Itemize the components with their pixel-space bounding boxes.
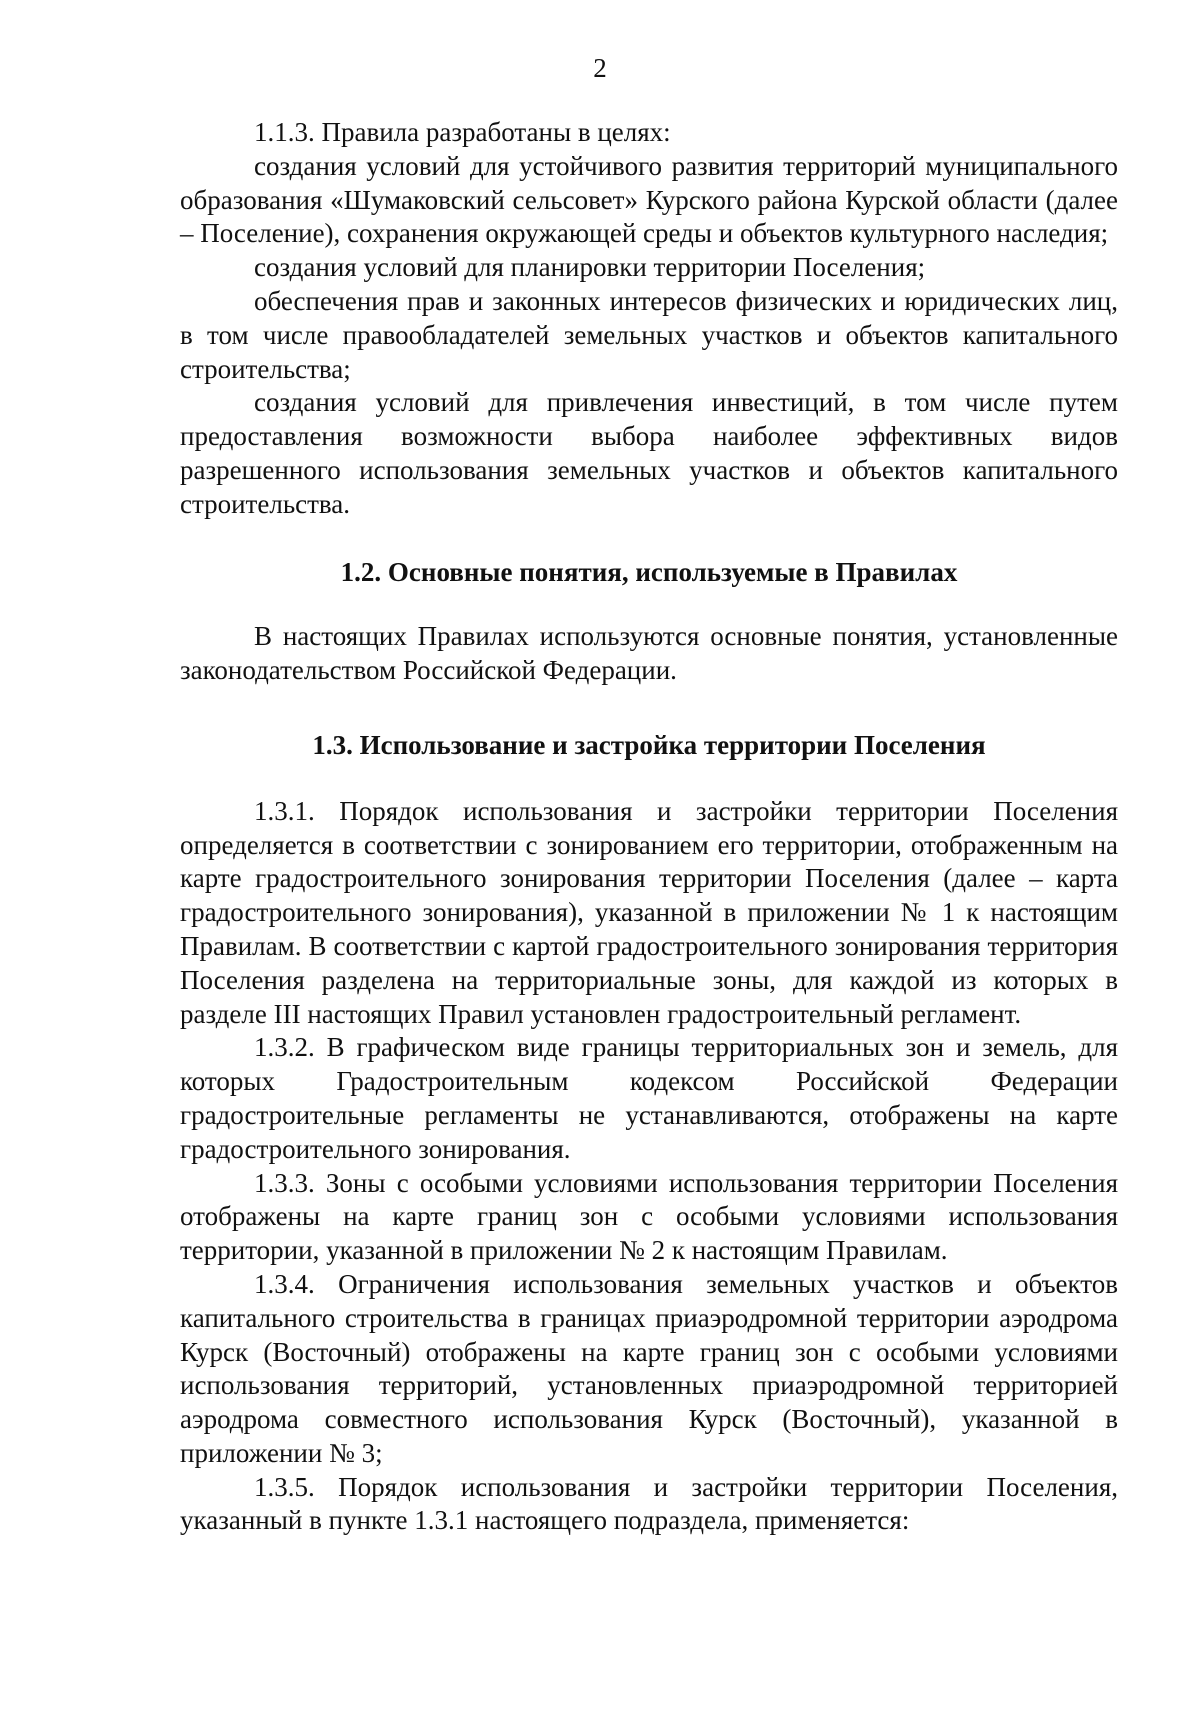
paragraph-1-3-5: 1.3.5. Порядок использования и застройки территории Поселения, указанный в пункте 1.3.1 настоящего подраздела, применяется: [180,1471,1118,1536]
section-1-2-text: В настоящих Правилах используются основные понятия, установленные законодательством Российской Федерации. [180,621,1118,686]
paragraph-1-3-4: 1.3.4. Ограничения использования земельных участков и объектов капитального строительства в границах приаэродромной территории аэродрома Курск (Восточный) отображены на карте границ зон с особыми условиями использования территорий, установленных приаэродромной территорией аэродрома совместного использования Курск (Восточный), указанной в приложении № 3; [180,1268,1118,1468]
paragraph-1-3-3: 1.3.3. Зоны с особыми условиями использования территории Поселения отображены на карте границ зон с особыми условиями использования территории, указанной в приложении № 2 к настоящим Правилам. [180,1167,1118,1266]
goal-sustainable-development: создания условий для устойчивого развития территорий муниципального образования «Шумаковский сельсовет» Курского района Курской области (далее – Поселение), сохранения окружающей среды и объектов культурного наследия; [180,150,1118,249]
paragraph-1-3-1: 1.3.1. Порядок использования и застройки территории Поселения определяется в соответствии с зонированием его территории, отображенным на карте градостроительного зонирования территории Поселения (далее – карта градостроительного зонирования), указанной в приложении № 1 к настоящим Правилам. В соответствии с картой градостроительного зонирования территория Поселения разделена на территориальные зоны, для каждой из которых в разделе III настоящих Правил установлен градостроительный регламент. [180,795,1118,1029]
page-number: 2 [593,53,607,83]
section-heading-1-2: 1.2. Основные понятия, используемые в Правилах [340,556,958,587]
goal-rights-protection: обеспечения прав и законных интересов физических и юридических лиц, в том числе правообладателей земельных участков и объектов капитального строительства; [180,285,1118,384]
paragraph-1-3-2: 1.3.2. В графическом виде границы территориальных зон и земель, для которых Градостроительным кодексом Российской Федерации градостроительные регламенты не устанавливаются, отображены на карте градостроительного зонирования. [180,1032,1118,1164]
goal-investment: создания условий для привлечения инвестиций, в том числе путем предоставления возможности выбора наиболее эффективных видов разрешенного использования земельных участков и объектов капитального строительства. [180,387,1118,519]
goal-territory-planning: создания условий для планировки территории Поселения; [254,252,926,283]
document-body [180,116,1118,1538]
paragraph-1-1-3: 1.1.3. Правила разработаны в целях: [254,117,671,147]
section-heading-1-3: 1.3. Использование и застройка территории Поселения [312,729,986,760]
